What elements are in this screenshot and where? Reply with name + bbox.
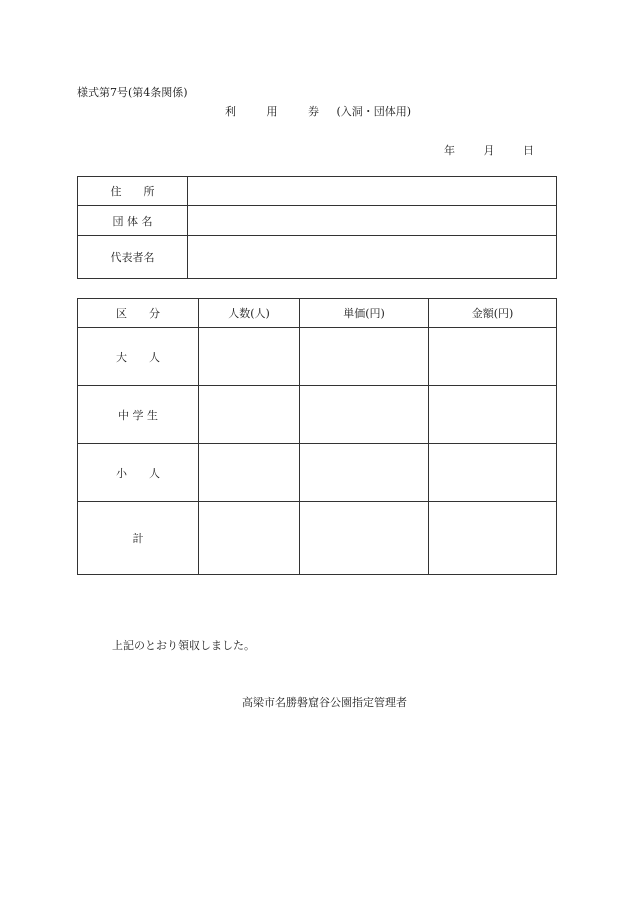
info-row-group bbox=[78, 206, 557, 236]
child-unit-price-cell[interactable] bbox=[300, 444, 429, 502]
total-row bbox=[78, 502, 557, 575]
fee-table bbox=[77, 298, 557, 575]
child-amount-cell[interactable] bbox=[429, 444, 557, 502]
header-unit-price: 単価(円) bbox=[300, 299, 429, 328]
table-row bbox=[78, 328, 557, 386]
table-row bbox=[78, 386, 557, 444]
date-month: 月 bbox=[483, 144, 495, 157]
date-year: 年 bbox=[444, 144, 455, 157]
receipt-note: 上記のとおり領収しました。 bbox=[112, 639, 255, 652]
junior-high-amount-cell[interactable] bbox=[429, 386, 557, 444]
junior-high-unit-price-cell[interactable] bbox=[300, 386, 429, 444]
title-part-ken: 券 bbox=[308, 105, 319, 118]
category-child: 小 人 bbox=[78, 444, 199, 502]
title-part-you: 用 bbox=[266, 105, 278, 118]
address-label: 住 所 bbox=[78, 177, 188, 206]
table-row bbox=[78, 444, 557, 502]
total-amount-cell[interactable] bbox=[429, 502, 557, 575]
junior-high-count-cell[interactable] bbox=[199, 386, 300, 444]
group-name-field[interactable] bbox=[188, 206, 557, 236]
header-amount: 金額(円) bbox=[429, 299, 557, 328]
group-name-label: 団 体 名 bbox=[78, 206, 188, 236]
header-count: 人数(人) bbox=[199, 299, 300, 328]
fee-table-header bbox=[78, 299, 557, 328]
representative-label: 代表者名 bbox=[78, 236, 188, 279]
child-count-cell[interactable] bbox=[199, 444, 300, 502]
title-part-subtitle: (入洞・団体用) bbox=[336, 105, 412, 118]
adult-unit-price-cell[interactable] bbox=[300, 328, 429, 386]
date-day: 日 bbox=[523, 144, 534, 157]
total-unit-price-cell[interactable] bbox=[300, 502, 429, 575]
adult-count-cell[interactable] bbox=[199, 328, 300, 386]
representative-field[interactable] bbox=[188, 236, 557, 279]
designated-manager: 高梁市名勝磐窟谷公園指定管理者 bbox=[242, 696, 407, 709]
date-line bbox=[444, 142, 534, 158]
info-row-address bbox=[78, 177, 557, 206]
title-part-ri: 利 bbox=[225, 105, 236, 118]
total-count-cell[interactable] bbox=[199, 502, 300, 575]
category-adult: 大 人 bbox=[78, 328, 199, 386]
adult-amount-cell[interactable] bbox=[429, 328, 557, 386]
header-category: 区 分 bbox=[78, 299, 199, 328]
applicant-info-table bbox=[77, 176, 557, 279]
address-field[interactable] bbox=[188, 177, 557, 206]
total-label: 計 bbox=[78, 502, 199, 575]
info-row-representative bbox=[78, 236, 557, 279]
document-title bbox=[225, 103, 411, 119]
form-number: 様式第7号(第4条関係) bbox=[77, 86, 188, 99]
category-junior-high: 中 学 生 bbox=[78, 386, 199, 444]
